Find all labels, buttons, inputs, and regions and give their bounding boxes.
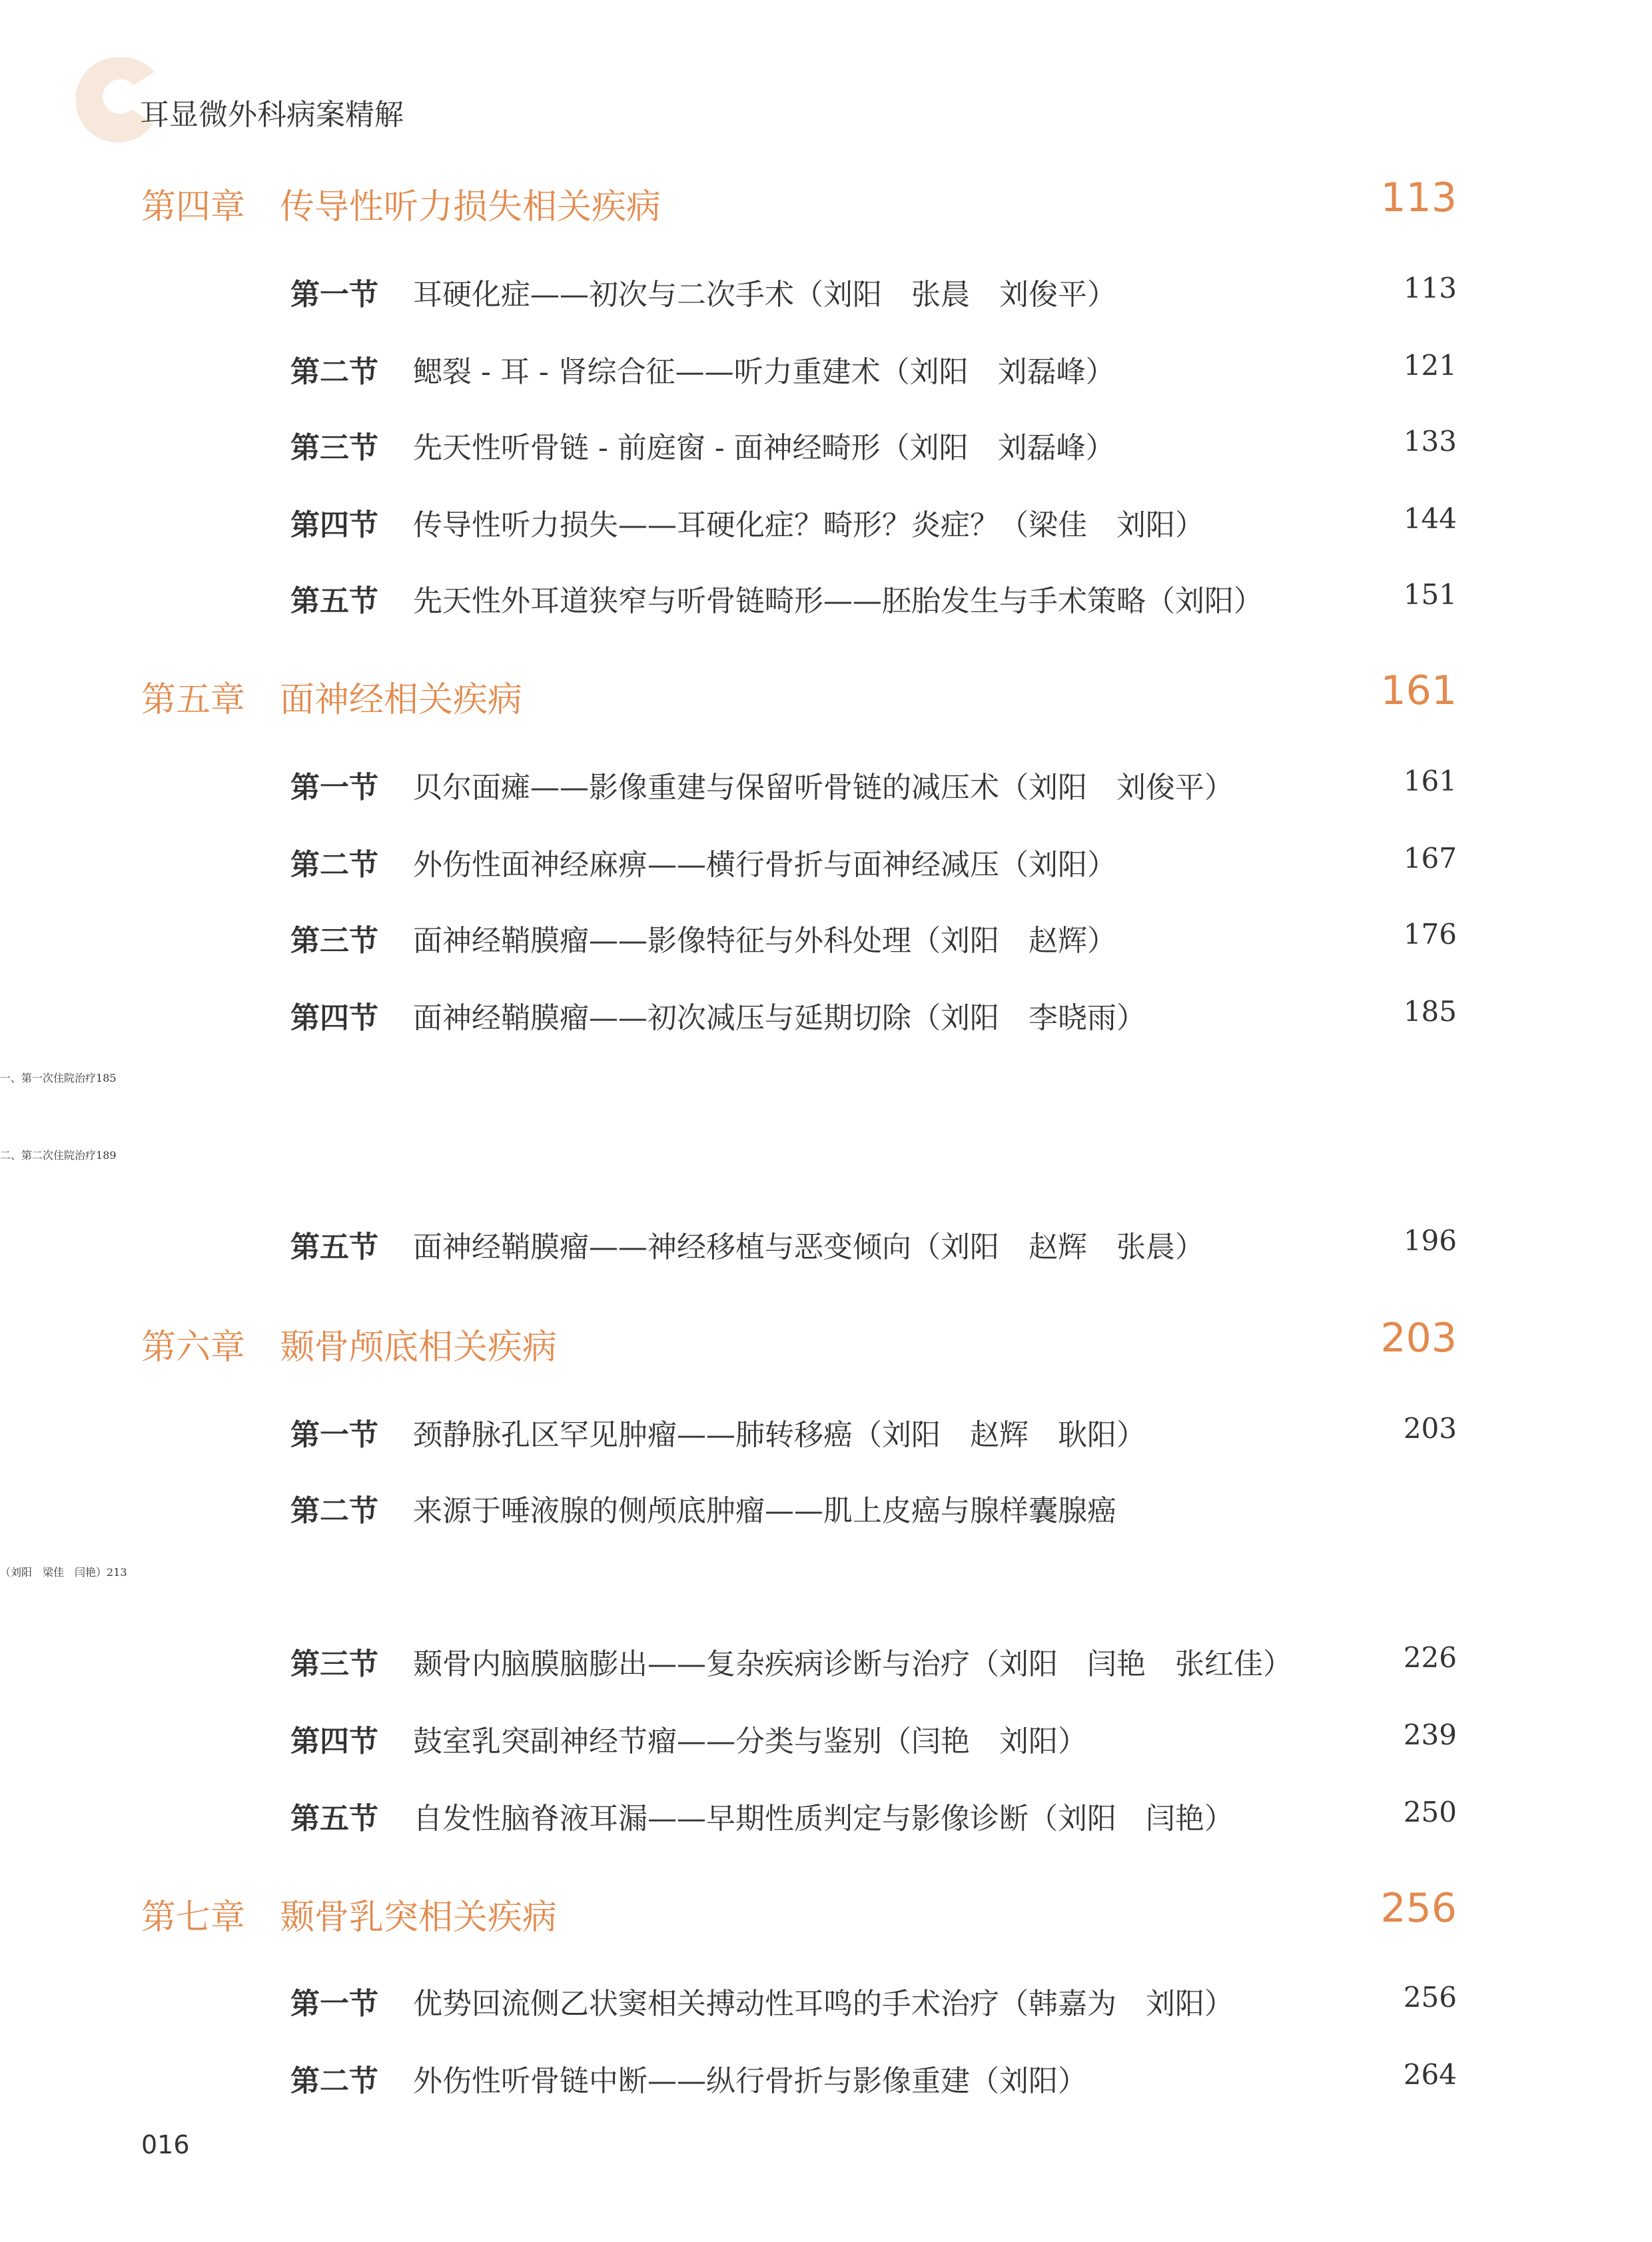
section-label: 第四节: [290, 508, 378, 542]
toc-chapter-row: [0, 1315, 1652, 1372]
page-ref: 264: [1403, 2058, 1457, 2091]
toc-entry-row: [0, 841, 1652, 894]
page-ref: 144: [1403, 502, 1457, 535]
entry-title: 鳃裂 - 耳 - 肾综合征——听力重建术（刘阳 刘磊峰）: [413, 355, 1115, 389]
toc-entry-row: [0, 1411, 1652, 1464]
page-ref: 151: [1403, 578, 1457, 611]
toc-entry-row: [0, 994, 1652, 1047]
entry-title: 颞骨内脑膜脑膨出——复杂疾病诊断与治疗（刘阳 闫艳 张红佳）: [413, 1647, 1292, 1681]
entry-title: 先天性外耳道狭窄与听骨链畸形——胚胎发生与手术策略（刘阳）: [413, 584, 1263, 618]
chapter-title: 传导性听力损失相关疾病: [280, 187, 661, 227]
toc-entry-row: [0, 501, 1652, 554]
entry-title: 传导性听力损失——耳硬化症？畸形？炎症？（梁佳 刘阳）: [413, 508, 1204, 542]
book-title: 耳显微外科病案精解: [140, 98, 404, 132]
page-ref: 239: [1403, 1718, 1457, 1751]
toc-entry-row: [0, 1487, 1652, 1540]
entry-title: 鼓室乳突副神经节瘤——分类与鉴别（闫艳 刘阳）: [413, 1724, 1087, 1758]
page-ref: 256: [1403, 1981, 1457, 2014]
entry-title: 耳硬化症——初次与二次手术（刘阳 张晨 刘俊平）: [413, 278, 1116, 312]
page-ref: 161: [1403, 765, 1457, 797]
chapter-label: 第六章: [141, 1327, 246, 1367]
page-number: 016: [141, 2130, 190, 2159]
page-ref: 185: [96, 1072, 117, 1084]
section-label: 第一节: [290, 771, 378, 805]
chapter-label: 第四章: [141, 187, 246, 227]
section-label: 第三节: [290, 924, 378, 958]
toc-entry-row: [0, 2057, 1652, 2110]
toc-entry-row: [0, 1717, 1652, 1770]
section-label: 第五节: [290, 1802, 378, 1836]
entry-title: 二、第二次住院治疗: [0, 1149, 97, 1162]
section-label: 第五节: [290, 584, 378, 618]
toc-entry-row: [0, 1564, 1652, 1617]
chapter-title: 颞骨颅底相关疾病: [280, 1327, 558, 1367]
toc-entry-row: [0, 917, 1652, 970]
section-label: 第二节: [290, 1494, 378, 1528]
entry-title: 一、第一次住院治疗: [0, 1072, 97, 1084]
page-ref: 189: [96, 1149, 117, 1162]
section-label: 第三节: [290, 1647, 378, 1681]
section-label: 第二节: [290, 2064, 378, 2098]
section-label: 第四节: [290, 1001, 378, 1035]
entry-title: 外伤性面神经麻痹——横行骨折与面神经减压（刘阳）: [413, 848, 1116, 882]
section-label: 第一节: [290, 278, 378, 312]
page-ref: 133: [1403, 425, 1457, 458]
chapter-label: 第七章: [141, 1898, 246, 1938]
entry-title: 先天性听骨链 - 前庭窗 - 面神经畸形（刘阳 刘磊峰）: [413, 431, 1115, 465]
page-ref: 203: [1403, 1412, 1457, 1445]
page-ref: 226: [1403, 1641, 1457, 1674]
chapter-label: 第五章: [141, 680, 246, 720]
section-label: 第五节: [290, 1230, 378, 1264]
page-ref: 185: [1403, 995, 1457, 1028]
toc-chapter-row: [0, 1885, 1652, 1942]
toc-entry-row: [0, 1980, 1652, 2033]
toc-chapter-row: [0, 175, 1652, 232]
entry-title: 自发性脑脊液耳漏——早期性质判定与影像诊断（刘阳 闫艳）: [413, 1802, 1234, 1836]
entry-title: 优势回流侧乙状窦相关搏动性耳鸣的手术治疗（韩嘉为 刘阳）: [413, 1987, 1234, 2021]
entry-title: 贝尔面瘫——影像重建与保留听骨链的减压术（刘阳 刘俊平）: [413, 771, 1234, 805]
toc-entry-row: [0, 1794, 1652, 1848]
entry-title: 面神经鞘膜瘤——影像特征与外科处理（刘阳 赵辉）: [413, 924, 1116, 958]
page-ref: 203: [1380, 1315, 1457, 1361]
chapter-title: 面神经相关疾病: [280, 680, 523, 720]
page-ref: 121: [1403, 349, 1457, 382]
toc-entry-row: [0, 270, 1652, 324]
page-ref: 196: [1403, 1224, 1457, 1257]
page-ref: 176: [1403, 918, 1457, 950]
toc-entry-row: [0, 348, 1652, 401]
section-label: 第二节: [290, 848, 378, 882]
page-ref: 113: [1403, 272, 1457, 304]
entry-title: 面神经鞘膜瘤——初次减压与延期切除（刘阳 李晓雨）: [413, 1001, 1146, 1035]
toc-entry-row: [0, 577, 1652, 630]
page-ref: 256: [1380, 1885, 1457, 1932]
section-label: 第一节: [290, 1418, 378, 1452]
page-ref: 250: [1403, 1796, 1457, 1828]
section-label: 第四节: [290, 1724, 378, 1758]
chapter-title: 颞骨乳突相关疾病: [280, 1898, 558, 1938]
entry-title: 颈静脉孔区罕见肿瘤——肺转移癌（刘阳 赵辉 耿阳）: [413, 1418, 1146, 1452]
page-ref: 213: [107, 1566, 127, 1579]
page-ref: 167: [1403, 842, 1457, 875]
section-label: 第三节: [290, 431, 378, 465]
entry-title: （刘阳 梁佳 闫艳）: [0, 1566, 107, 1579]
entry-title: 来源于唾液腺的侧颅底肿瘤——肌上皮癌与腺样囊腺癌: [413, 1494, 1116, 1528]
toc-entry-row: [0, 1070, 1652, 1123]
section-label: 第一节: [290, 1987, 378, 2021]
toc-entry-row: [0, 763, 1652, 817]
page-ref: 113: [1380, 175, 1457, 221]
entry-title: 外伤性听骨链中断——纵行骨折与影像重建（刘阳）: [413, 2064, 1087, 2098]
toc-entry-row: [0, 1640, 1652, 1693]
section-label: 第二节: [290, 355, 378, 389]
toc-entry-row: [0, 1147, 1652, 1200]
entry-title: 面神经鞘膜瘤——神经移植与恶变倾向（刘阳 赵辉 张晨）: [413, 1230, 1204, 1264]
toc-entry-row: [0, 424, 1652, 477]
toc-chapter-row: [0, 667, 1652, 725]
page-ref: 161: [1380, 667, 1457, 714]
toc-entry-row: [0, 1223, 1652, 1276]
